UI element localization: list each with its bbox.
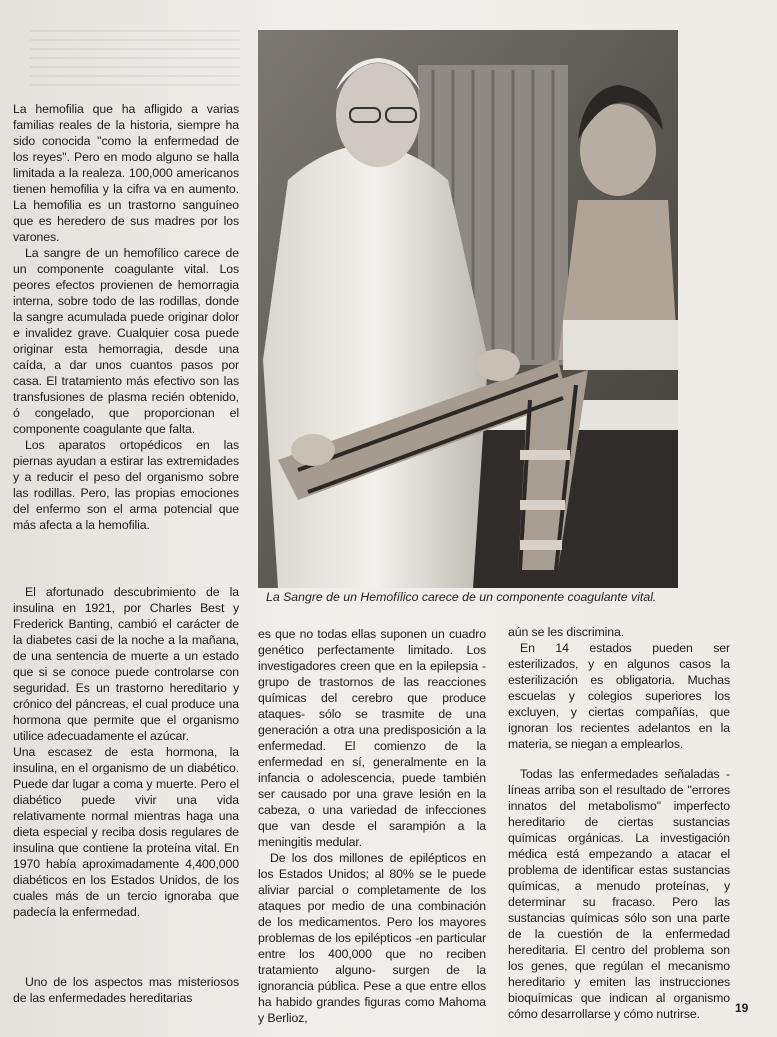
bleed-through-text	[30, 30, 240, 90]
paragraph: Los aparatos ortopédicos en las piernas ayudan a estirar las extremidades y a reducir el peso del organismo sobre las rodillas. Pero, las propias emociones del enfermo son el arma potencial que más afecta a la hemofilia.	[13, 438, 239, 532]
epilepsy-column	[258, 626, 486, 1026]
patient-leg-brace-photo	[258, 30, 678, 588]
photo-illustration	[258, 30, 678, 588]
photo-caption: La Sangre de un Hemofílico carece de un componente coagulante vital.	[266, 590, 657, 604]
paragraph: es que no todas ellas suponen un cuadro genético perfectamente limitado. Los investigadores creen que en la epilepsia -grupo de trastornos de las reacciones químicas del cerebro que produce ataques- sólo se trasmite de una generación a otra una predisposición a la enfermedad. El comienzo de la enfermedad en sí, generalmente en la infancia o adolescencia, puede también ser causado por una grave lesión en la cabeza, o una variedad de infecciones que van desde el sarampión a la meningitis medular.	[258, 627, 486, 849]
paragraph: El afortunado descubrimiento de la insulina en 1921, por Charles Best y Frederick Banting, cambió el carácter de la diabetes casi de la noche a la mañana, de una sentencia de muerte a un estado que si se conoce puede controlarse con seguridad. Es un trastorno hereditario y crónico del páncreas, el cual produce una hormona que permite que el organismo utilice adecuadamente el azúcar.	[13, 585, 239, 743]
paragraph: La sangre de un hemofílico carece de un componente coagulante vital. Los peores efectos provienen de hemorragia interna, sobre todo de las rodillas, donde la sangre acumulada puede originar dolor e invalidez grave. Cualquier cosa puede originar esta hemorragia, desde una caída, a dar unos cuantos pasos por casa. El tratamiento más efectivo son las transfusiones de plasma recién obtenido, ó congelado, que proporcionan el componente coagulante que falta.	[13, 246, 239, 436]
paragraph: aún se les discrimina.	[508, 625, 625, 639]
paragraph: Uno de los aspectos mas misteriosos de las enfermedades hereditarias	[13, 975, 239, 1005]
paragraph: Todas las enfermedades señaladas -líneas arriba son el resultado de "errores innatos del metabolismo" imperfecto hereditario de ciertas sustancias químicas orgánicas. La investigación médica está empezando a atacar el problema de identificar estas sustancias químicas, a menudo proteínas, y determinar su fracaso. Pero las sustancias químicas sólo son una parte de la cuestión de la enfermedad hereditaria. El centro del problema son los genes, que regúlan el mecanismo hereditario y emiten las instrucciones bioquímicas que indican al organismo cómo desarrollarse y cómo nutrirse.	[508, 767, 730, 1021]
hereditary-intro-column	[13, 974, 239, 1006]
hemophilia-intro-column	[13, 101, 239, 533]
page-number: 19	[735, 1001, 749, 1015]
paragraph: Una escasez de esta hormona, la insulina, en el organismo de un diabético. Puede dar lugar a coma y muerte. Pero el diabético puede vivir una vida relativamente normal mientras haga una dieta especial y reciba dosis regulares de insulina que contiene la proteína vital. En 1970 había aproximadamente 4,400,000 diabéticos en los Estados Unidos, de los cuales más de un tercio ignoraba que padecía la enfermedad.	[13, 745, 239, 919]
paragraph: La hemofilia que ha afligido a varias familias reales de la historia, siempre ha sido conocida "como la enfermedad de los reyes". Pero en modo alguno se halla limitada a la realeza. 100,000 americanos tienen hemofilia y la cifra va en aumento. La hemofilia es un trastorno sanguíneo que es heredero de sus madres por los varones.	[13, 102, 239, 244]
paragraph: De los dos millones de epilépticos en los Estados Unidos; al 80% se le puede aliviar parcial o completamente de los ataques por medio de una combinación de los medicamentos. Pero los mayores problemas de los epilépticos -en particular entre los 400,000 que no reciben tratamiento alguno- surgen de la ignorancia pública. Pese a que entre ellos ha habido grandes figuras como Mahoma y Berlioz,	[258, 851, 486, 1025]
diabetes-column	[13, 584, 239, 920]
paragraph: En 14 estados pueden ser esterilizados, y en algunos casos la esterilización es obligatoria. Muchas escuelas y colegios superiores los excluyen, y ciertas compañías, que ignoran los recientes adelantos en la materia, se niegan a emplearlos.	[508, 641, 730, 751]
right-column	[508, 624, 730, 1022]
